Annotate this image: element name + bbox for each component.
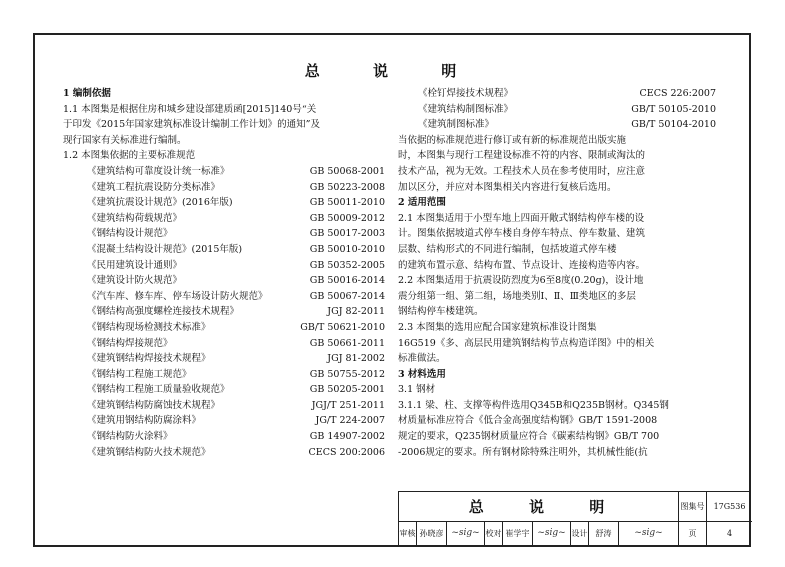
checker-signature: ~sig~ — [533, 522, 571, 545]
paragraph-line: 1.1 本图集是根据住房和城乡建设部建质函[2015]140号“关 — [63, 103, 317, 115]
paragraph-line: 震分组第一组、第二组，场地类别Ⅰ、Ⅱ、Ⅲ类地区的多层 — [398, 290, 636, 302]
standard-item — [63, 211, 385, 227]
standard-code: GB 50223-2008 — [309, 181, 385, 193]
atlas-number: 17G536 — [707, 492, 752, 522]
paragraph-line: 计。图集依据坡道式停车楼自身停车特点、停车数量、建筑 — [398, 228, 646, 240]
standard-name: 《建筑制图标准》 — [418, 119, 495, 131]
standard-name: 《建筑钢结构焊接技术规程》 — [87, 353, 211, 365]
paragraph-line: 当依据的标准规范进行修订或有新的标准规范出版实施 — [398, 134, 627, 146]
standards-list — [63, 164, 385, 460]
standard-code: JGJ 81-2002 — [327, 353, 385, 365]
standard-code: GB 14907-2002 — [309, 431, 385, 443]
designer-signature: ~sig~ — [619, 522, 679, 545]
paragraph-line: 钢结构停车楼建筑。 — [398, 306, 484, 318]
check-label: 校对 — [485, 522, 503, 545]
standard-item — [63, 336, 385, 352]
standard-name: 《钢结构焊接规范》 — [87, 337, 173, 349]
standard-code: GB 50205-2001 — [309, 384, 385, 396]
reviewer-name: 孙晓彦 — [417, 522, 447, 545]
page-label: 页 — [679, 522, 707, 545]
standard-code: GB 50016-2014 — [309, 275, 385, 287]
standard-name: 《民用建筑设计通则》 — [87, 259, 183, 271]
designer-name: 舒涛 — [589, 522, 619, 545]
standard-code: GB 50067-2014 — [309, 290, 385, 302]
standard-name: 《钢结构设计规范》 — [87, 228, 173, 240]
review-label: 审核 — [399, 522, 417, 545]
standard-name: 《汽车库、修车库、停车场设计防火规范》 — [87, 290, 268, 302]
paragraph-line: 16G519《多、高层民用建筑钢结构节点构造详图》中的相关 — [398, 337, 655, 349]
atlas-number-label: 图集号 — [679, 492, 707, 522]
paragraph-line: 层数、结构形式的不同进行编制，包括坡道式停车楼 — [398, 243, 617, 255]
section-heading: 1 编制依据 — [63, 88, 111, 99]
standard-code: GB/T 50104-2010 — [631, 119, 716, 131]
standard-name: 《钢结构工程施工规范》 — [87, 368, 192, 380]
standard-item — [63, 429, 385, 445]
paragraph-line: 材质量标准应符合《低合金高强度结构钢》GB/T 1591-2008 — [398, 415, 658, 427]
standard-code: GB 50010-2010 — [309, 243, 385, 255]
standard-item — [63, 195, 385, 211]
left-column — [63, 86, 385, 460]
standard-item — [63, 351, 385, 367]
standard-code: GB 50352-2005 — [309, 259, 385, 271]
standard-item — [63, 304, 385, 320]
checker-name: 崔学宇 — [503, 522, 533, 545]
paragraph-line: 3.1.1 梁、柱、支撑等构件选用Q345B和Q235B钢材。Q345钢 — [398, 399, 669, 411]
section-heading: 3 材料选用 — [398, 368, 446, 380]
standard-item — [63, 382, 385, 398]
standard-name: 《建筑设计防火规范》 — [87, 275, 183, 287]
standard-name: 《栓钉焊接技术规程》 — [418, 88, 514, 99]
standards-list — [398, 86, 716, 133]
standard-code: GB/T 50621-2010 — [300, 321, 385, 333]
standard-name: 《建筑工程抗震设防分类标准》 — [87, 181, 221, 193]
page-number: 4 — [726, 529, 733, 538]
standard-item — [63, 258, 385, 274]
standard-item — [398, 86, 716, 102]
standard-item — [63, 445, 385, 461]
standard-name: 《钢结构防火涂料》 — [87, 431, 173, 443]
standard-name: 《建筑结构荷载规范》 — [87, 212, 183, 224]
standard-item — [63, 289, 385, 305]
paragraph-line: 2.3 本图集的选用应配合国家建筑标准设计图集 — [398, 321, 597, 333]
standard-code: GB 50661-2011 — [309, 337, 385, 349]
paragraph-line: 现行国家有关标准进行编制。 — [63, 134, 187, 146]
standard-name: 《钢结构高强度螺栓连接技术规程》 — [87, 306, 240, 318]
standard-code: JGJ 82-2011 — [327, 306, 385, 318]
page-title: 总 说 明 — [304, 62, 481, 80]
subsection-heading: 3.1 钢材 — [398, 384, 436, 396]
standard-item — [398, 117, 716, 133]
paragraph-line: 加以区分，并应对本图集相关内容进行复核后选用。 — [398, 181, 617, 193]
standard-code: GB 50017-2003 — [309, 228, 385, 240]
standard-name: 《钢结构现场检测技术标准》 — [87, 321, 211, 333]
standard-name: 《建筑结构可靠度设计统一标准》 — [87, 165, 230, 177]
standard-item — [63, 242, 385, 258]
standard-code: GB 50068-2001 — [309, 165, 385, 177]
paragraph-line: 2.2 本图集适用于抗震设防烈度为6至8度(0.20g)，设计地 — [398, 275, 644, 287]
standard-code: GB 50011-2010 — [309, 197, 385, 209]
paragraph-line: -2006规定的要求。所有钢材除特殊注明外，其机械性能(抗 — [398, 446, 648, 458]
design-label: 设计 — [571, 522, 589, 545]
standard-code: JGJ/T 251-2011 — [311, 399, 385, 411]
section-heading: 2 适用范围 — [398, 197, 446, 209]
standard-item — [398, 102, 716, 118]
standard-name: 《建筑钢结构防火技术规范》 — [87, 446, 211, 458]
standard-name: 《钢结构工程施工质量验收规范》 — [87, 384, 230, 396]
standard-item — [63, 413, 385, 429]
paragraph-line: 规定的要求，Q235钢材质量应符合《碳素结构钢》GB/T 700 — [398, 431, 660, 443]
paragraph-line: 技术产品，视为无效。工程技术人员在参考使用时，应注意 — [398, 165, 646, 177]
standard-item — [63, 164, 385, 180]
title-block — [398, 491, 751, 547]
standard-item — [63, 398, 385, 414]
title-block-title: 总 说 明 — [399, 492, 679, 522]
standard-code: CECS 200:2006 — [308, 446, 385, 458]
subsection-heading: 1.2 本图集依据的主要标准规范 — [63, 150, 196, 162]
standard-code: CECS 226:2007 — [639, 88, 716, 99]
standard-name: 《建筑钢结构防腐蚀技术规程》 — [87, 399, 221, 411]
standard-item — [63, 180, 385, 196]
standard-code: GB 50009-2012 — [309, 212, 385, 224]
standard-item — [63, 273, 385, 289]
paragraph-line: 标准做法。 — [398, 353, 446, 365]
standard-item — [63, 226, 385, 242]
paragraph-line: 时，本图集与现行工程建设标准不符的内容、限制或淘汰的 — [398, 150, 646, 162]
right-column — [398, 86, 716, 460]
standard-code: JG/T 224-2007 — [315, 415, 385, 427]
paragraph-line: 的建筑布置示意、结构布置、节点设计、连接构造等内容。 — [398, 259, 646, 271]
standard-code: GB 50755-2012 — [309, 368, 385, 380]
standard-name: 《建筑结构制图标准》 — [418, 103, 514, 115]
standard-name: 《建筑用钢结构防腐涂料》 — [87, 415, 202, 427]
standard-item — [63, 320, 385, 336]
standard-name: 《混凝土结构设计规范》(2015年版) — [87, 243, 243, 255]
standard-item — [63, 367, 385, 383]
standard-name: 《建筑抗震设计规范》(2016年版) — [87, 197, 233, 209]
paragraph-line: 2.1 本图集适用于小型车地上四面开敞式钢结构停车楼的设 — [398, 212, 645, 224]
standard-code: GB/T 50105-2010 — [631, 103, 716, 115]
reviewer-signature: ~sig~ — [447, 522, 485, 545]
paragraph-line: 于印发《2015年国家建筑标准设计编制工作计划》的通知”及 — [63, 119, 321, 131]
